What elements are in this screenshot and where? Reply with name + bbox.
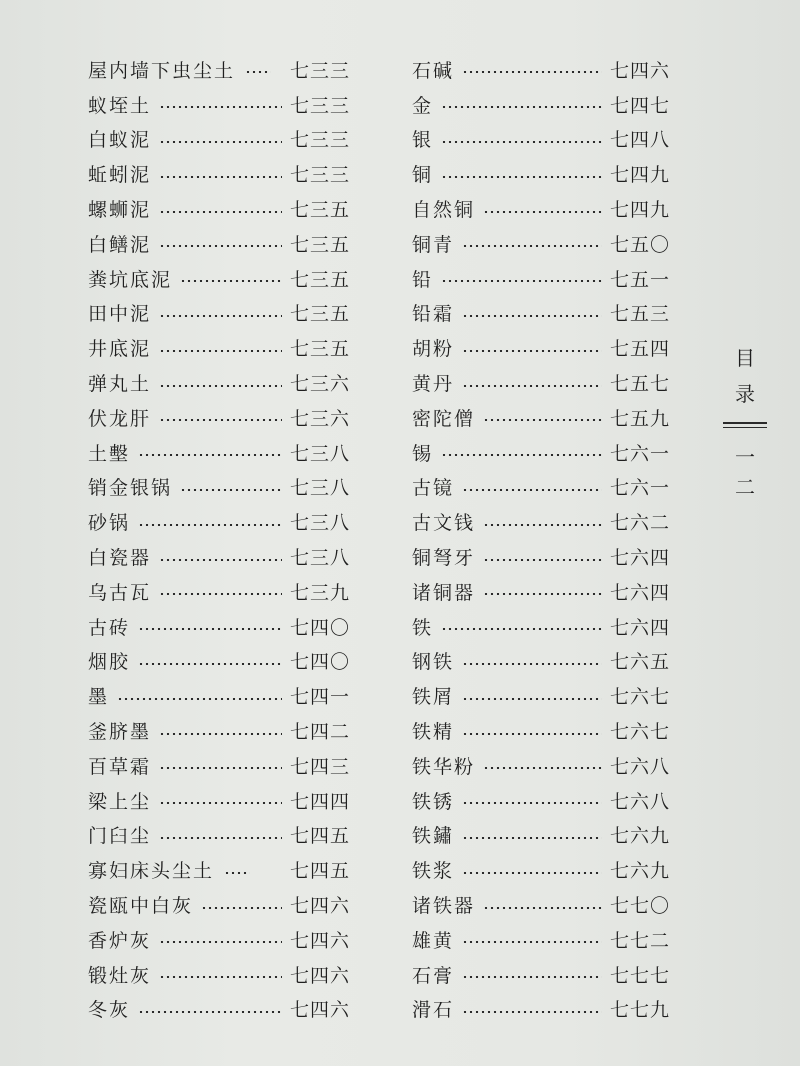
toc-entry-title: 墨 — [88, 686, 110, 709]
toc-entry-title: 寡妇床头尘土 — [88, 860, 215, 883]
toc-entry-page: 七六七 — [609, 686, 670, 709]
toc-entry-page: 七四〇 — [289, 616, 350, 639]
dot-leader — [224, 872, 250, 874]
toc-entry-title: 黄丹 — [412, 373, 455, 396]
dot-leader — [159, 245, 282, 247]
toc-entry-page: 七三五 — [289, 199, 350, 222]
toc-entry — [88, 296, 350, 331]
toc-entry — [412, 296, 670, 331]
toc-entry — [88, 713, 350, 748]
toc-entry-title: 砂锅 — [88, 512, 131, 535]
toc-entry — [88, 156, 350, 191]
toc-entry — [412, 435, 670, 470]
toc-entry-page: 七四六 — [289, 929, 350, 952]
toc-entry — [88, 226, 350, 261]
toc-entry-page: 七三六 — [289, 407, 350, 430]
dot-leader — [159, 106, 282, 108]
dot-leader — [245, 71, 271, 73]
dot-leader — [462, 71, 602, 73]
toc-entry-title: 金 — [412, 94, 434, 117]
dot-leader — [159, 385, 282, 387]
toc-entry — [88, 365, 350, 400]
toc-entry — [88, 783, 350, 818]
dot-leader — [483, 524, 602, 526]
toc-entry-title: 伏龙肝 — [88, 407, 152, 430]
toc-column-right — [412, 52, 670, 1026]
toc-entry — [88, 470, 350, 505]
toc-entry — [88, 435, 350, 470]
toc-entry-page: 七四六 — [289, 895, 350, 918]
toc-entry — [88, 957, 350, 992]
toc-entry — [88, 922, 350, 957]
dot-leader — [441, 106, 602, 108]
toc-entry-title: 百草霜 — [88, 755, 152, 778]
toc-entry — [88, 887, 350, 922]
dot-leader — [462, 663, 602, 665]
dot-leader — [159, 419, 282, 421]
toc-entry — [88, 261, 350, 296]
toc-entry-page: 七四九 — [609, 199, 670, 222]
toc-entry-title: 银 — [412, 129, 434, 152]
toc-entry-title: 古文钱 — [412, 512, 476, 535]
toc-entry — [88, 992, 350, 1027]
toc-entry-title: 香炉灰 — [88, 929, 152, 952]
dot-leader — [138, 628, 282, 630]
dot-leader — [462, 976, 602, 978]
toc-entry-title: 铁 — [412, 616, 434, 639]
toc-entry-title: 胡粉 — [412, 338, 455, 361]
toc-entry — [412, 261, 670, 296]
toc-entry-title: 铅霜 — [412, 303, 455, 326]
toc-entry-title: 铅 — [412, 268, 434, 291]
dot-leader — [159, 733, 282, 735]
toc-entry-page: 七六九 — [609, 825, 670, 848]
toc-entry — [412, 992, 670, 1027]
dot-leader — [159, 837, 282, 839]
toc-entry-title: 锻灶灰 — [88, 964, 152, 987]
toc-entry-page: 七三五 — [289, 338, 350, 361]
page-margin-header — [722, 340, 768, 502]
toc-entry-page: 七四七 — [609, 94, 670, 117]
toc-entry-title: 乌古瓦 — [88, 581, 152, 604]
toc-entry — [88, 644, 350, 679]
toc-entry-page: 七四五 — [289, 825, 350, 848]
toc-entry-page: 七五九 — [609, 407, 670, 430]
toc-entry-page: 七三五 — [289, 268, 350, 291]
toc-entry-page: 七三五 — [289, 303, 350, 326]
toc-entry-page: 七四六 — [609, 59, 670, 82]
toc-entry-page: 七六四 — [609, 547, 670, 570]
toc-entry — [412, 852, 670, 887]
dot-leader — [462, 872, 602, 874]
toc-entry — [412, 156, 670, 191]
toc-entry-title: 屋内墙下虫尘土 — [88, 59, 236, 82]
toc-entry-title: 白瓷器 — [88, 547, 152, 570]
toc-entry-title: 自然铜 — [412, 199, 476, 222]
toc-entry-page: 七六一 — [609, 442, 670, 465]
section-title-char: 录 — [735, 382, 755, 406]
dot-leader — [159, 176, 282, 178]
toc-entry — [88, 504, 350, 539]
toc-entry-title: 冬灰 — [88, 999, 131, 1022]
toc-entry-page: 七六五 — [609, 651, 670, 674]
dot-leader — [138, 663, 282, 665]
toc-entry-page: 七三三 — [289, 94, 350, 117]
toc-entry — [88, 818, 350, 853]
toc-entry-title: 滑石 — [412, 999, 455, 1022]
dot-leader — [159, 211, 282, 213]
toc-entry-page: 七六四 — [609, 581, 670, 604]
toc-entry-title: 梁上尘 — [88, 790, 152, 813]
dot-leader — [462, 489, 602, 491]
toc-entry-page: 七四八 — [609, 129, 670, 152]
toc-entry-title: 铁浆 — [412, 860, 455, 883]
toc-entry-page: 七三八 — [289, 547, 350, 570]
toc-entry-page: 七四六 — [289, 964, 350, 987]
toc-entry-page: 七四〇 — [289, 651, 350, 674]
dot-leader — [462, 245, 602, 247]
toc-entry-page: 七三三 — [289, 59, 350, 82]
dot-leader — [159, 941, 282, 943]
toc-entry — [412, 957, 670, 992]
toc-entry-page: 七五七 — [609, 373, 670, 396]
page-number-char: 一 — [735, 445, 755, 469]
toc-entry-page: 七六四 — [609, 616, 670, 639]
toc-entry-title: 土墼 — [88, 442, 131, 465]
toc-entry — [88, 852, 350, 887]
toc-entry-title: 粪坑底泥 — [88, 268, 173, 291]
toc-entry-title: 瓷瓯中白灰 — [88, 895, 194, 918]
dot-leader — [159, 141, 282, 143]
toc-entry — [412, 122, 670, 157]
dot-leader — [441, 628, 602, 630]
toc-entry — [412, 400, 670, 435]
dot-leader — [441, 176, 602, 178]
toc-entry — [88, 330, 350, 365]
dot-leader — [441, 280, 602, 282]
toc-entry — [88, 609, 350, 644]
toc-entry-page: 七五三 — [609, 303, 670, 326]
toc-entry-page: 七三八 — [289, 512, 350, 535]
toc-entry-page: 七四四 — [289, 790, 350, 813]
toc-entry-title: 门臼尘 — [88, 825, 152, 848]
toc-entry — [412, 470, 670, 505]
toc-entry — [412, 504, 670, 539]
toc-entry-title: 诸铜器 — [412, 581, 476, 604]
toc-entry-title: 铁屑 — [412, 686, 455, 709]
toc-entry-page: 七四二 — [289, 721, 350, 744]
toc-entry-title: 白蚁泥 — [88, 129, 152, 152]
toc-entry — [88, 191, 350, 226]
toc-entry-title: 蚯蚓泥 — [88, 164, 152, 187]
toc-entry-title: 钢铁 — [412, 651, 455, 674]
toc-entry-page: 七四三 — [289, 755, 350, 778]
toc-entry-page: 七七九 — [609, 999, 670, 1022]
dot-leader — [462, 350, 602, 352]
toc-entry — [88, 574, 350, 609]
dot-leader — [159, 315, 282, 317]
toc-entry-title: 铁华粉 — [412, 755, 476, 778]
toc-entry-page: 七五四 — [609, 338, 670, 361]
toc-entry-title: 铜 — [412, 164, 434, 187]
toc-entry — [412, 818, 670, 853]
dot-leader — [483, 593, 602, 595]
dot-leader — [483, 211, 602, 213]
toc-entry-page: 七五一 — [609, 268, 670, 291]
toc-entry-title: 石碱 — [412, 59, 455, 82]
toc-entry-title: 白鳝泥 — [88, 233, 152, 256]
dot-leader — [462, 802, 602, 804]
toc-entry-page: 七四一 — [289, 686, 350, 709]
toc-entry — [412, 52, 670, 87]
toc-entry — [412, 713, 670, 748]
toc-entry-title: 铜弩牙 — [412, 547, 476, 570]
dot-leader — [159, 976, 282, 978]
toc-entry-title: 田中泥 — [88, 303, 152, 326]
dot-leader — [159, 802, 282, 804]
toc-entry — [88, 122, 350, 157]
toc-entry-page: 七四九 — [609, 164, 670, 187]
toc-entry — [88, 400, 350, 435]
toc-column-left — [88, 52, 350, 1026]
toc-entry — [88, 748, 350, 783]
toc-entry — [412, 922, 670, 957]
toc-entry-title: 古镜 — [412, 477, 455, 500]
toc-entry — [412, 191, 670, 226]
dot-leader — [483, 419, 602, 421]
toc-entry — [88, 678, 350, 713]
dot-leader — [462, 941, 602, 943]
dot-leader — [138, 454, 282, 456]
toc-entry — [412, 226, 670, 261]
toc-entry-title: 烟胶 — [88, 651, 131, 674]
toc-entry — [412, 609, 670, 644]
dot-leader — [462, 837, 602, 839]
margin-double-rule — [723, 422, 767, 428]
dot-leader — [159, 767, 282, 769]
toc-entry-page: 七三九 — [289, 581, 350, 604]
toc-entry-page: 七三五 — [289, 233, 350, 256]
toc-entry-title: 铜青 — [412, 233, 455, 256]
toc-entry — [412, 365, 670, 400]
toc-entry-page: 七三三 — [289, 129, 350, 152]
toc-entry — [88, 539, 350, 574]
toc-entry-title: 螺蛳泥 — [88, 199, 152, 222]
section-title-char: 目 — [735, 346, 755, 370]
toc-entry-page: 七四五 — [289, 860, 350, 883]
dot-leader — [180, 489, 282, 491]
toc-entry-page: 七六七 — [609, 721, 670, 744]
dot-leader — [180, 280, 282, 282]
toc-entry — [412, 748, 670, 783]
toc-entry-title: 弹丸土 — [88, 373, 152, 396]
dot-leader — [462, 315, 602, 317]
toc-entry-title: 锡 — [412, 442, 434, 465]
toc-entry-title: 蚁垤土 — [88, 94, 152, 117]
toc-entry-page: 七五〇 — [609, 233, 670, 256]
toc-entry-page: 七四六 — [289, 999, 350, 1022]
toc-entry — [412, 783, 670, 818]
toc-entry-title: 雄黄 — [412, 929, 455, 952]
toc-entry-title: 井底泥 — [88, 338, 152, 361]
toc-entry — [88, 87, 350, 122]
toc-entry-page: 七六一 — [609, 477, 670, 500]
dot-leader — [159, 350, 282, 352]
toc-entry-title: 密陀僧 — [412, 407, 476, 430]
toc-entry-title: 釜脐墨 — [88, 721, 152, 744]
dot-leader — [462, 698, 602, 700]
dot-leader — [138, 524, 282, 526]
dot-leader — [462, 385, 602, 387]
toc-entry-page: 七三八 — [289, 442, 350, 465]
toc-entry-title: 铁精 — [412, 721, 455, 744]
toc-entry-page: 七三三 — [289, 164, 350, 187]
toc-entry — [412, 87, 670, 122]
toc-entry-title: 古砖 — [88, 616, 131, 639]
dot-leader — [462, 733, 602, 735]
toc-entry — [88, 52, 350, 87]
toc-entry-page: 七六九 — [609, 860, 670, 883]
dot-leader — [201, 907, 282, 909]
page-number-char: 二 — [735, 475, 755, 499]
toc-entry-page: 七六八 — [609, 755, 670, 778]
dot-leader — [483, 559, 602, 561]
dot-leader — [483, 907, 602, 909]
dot-leader — [138, 1011, 282, 1013]
toc-entry — [412, 574, 670, 609]
dot-leader — [159, 559, 282, 561]
toc-entry-title: 销金银锅 — [88, 477, 173, 500]
toc-entry — [412, 330, 670, 365]
dot-leader — [159, 593, 282, 595]
toc-entry-page: 七七七 — [609, 964, 670, 987]
toc-entry-page: 七七〇 — [609, 895, 670, 918]
toc-entry — [412, 644, 670, 679]
toc-entry — [412, 678, 670, 713]
toc-entry-page: 七六二 — [609, 512, 670, 535]
toc-entry-page: 七三八 — [289, 477, 350, 500]
toc-entry-title: 诸铁器 — [412, 895, 476, 918]
toc-entry — [412, 887, 670, 922]
toc-entry-title: 石膏 — [412, 964, 455, 987]
toc-entry-title: 铁锈 — [412, 790, 455, 813]
toc-entry — [412, 539, 670, 574]
toc-entry-title: 铁鏽 — [412, 825, 455, 848]
dot-leader — [117, 698, 282, 700]
dot-leader — [441, 454, 602, 456]
toc-entry-page: 七三六 — [289, 373, 350, 396]
dot-leader — [441, 141, 602, 143]
toc-entry-page: 七七二 — [609, 929, 670, 952]
dot-leader — [462, 1011, 602, 1013]
toc-entry-page: 七六八 — [609, 790, 670, 813]
dot-leader — [483, 767, 602, 769]
